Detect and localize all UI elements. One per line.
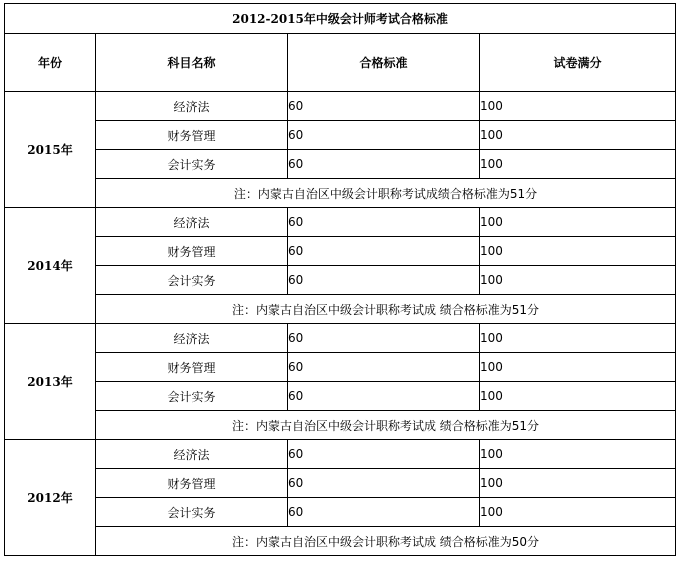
pass-cell: 60 xyxy=(288,469,480,498)
pass-standard-table xyxy=(4,3,676,556)
pass-cell: 60 xyxy=(288,237,480,266)
table-row xyxy=(5,92,676,121)
subject-cell: 会计实务 xyxy=(96,266,288,295)
table-row xyxy=(5,237,676,266)
table-row xyxy=(5,440,676,469)
full-score-cell: 100 xyxy=(480,92,676,121)
full-score-cell: 100 xyxy=(480,498,676,527)
full-score-cell: 100 xyxy=(480,266,676,295)
pass-cell: 60 xyxy=(288,92,480,121)
pass-cell: 60 xyxy=(288,121,480,150)
subject-cell: 财务管理 xyxy=(96,121,288,150)
subject-cell: 经济法 xyxy=(96,324,288,353)
header-pass: 合格标准 xyxy=(288,34,480,92)
full-score-cell: 100 xyxy=(480,469,676,498)
pass-cell: 60 xyxy=(288,382,480,411)
pass-cell: 60 xyxy=(288,440,480,469)
table-row xyxy=(5,469,676,498)
full-score-cell: 100 xyxy=(480,382,676,411)
year-cell: 2012年 xyxy=(5,440,96,556)
header-subject: 科目名称 xyxy=(96,34,288,92)
header-full: 试卷满分 xyxy=(480,34,676,92)
title-row xyxy=(5,4,676,34)
note-text: 注：内蒙古自治区中级会计职称考试成 绩合格标准为51分 xyxy=(96,295,676,324)
full-score-cell: 100 xyxy=(480,237,676,266)
note-row xyxy=(5,527,676,556)
subject-cell: 财务管理 xyxy=(96,469,288,498)
pass-cell: 60 xyxy=(288,324,480,353)
table-row xyxy=(5,382,676,411)
note-row xyxy=(5,411,676,440)
subject-cell: 财务管理 xyxy=(96,353,288,382)
header-year: 年份 xyxy=(5,34,96,92)
table-row xyxy=(5,353,676,382)
note-text: 注：内蒙古自治区中级会计职称考试成 绩合格标准为51分 xyxy=(96,411,676,440)
subject-cell: 会计实务 xyxy=(96,498,288,527)
table-row xyxy=(5,266,676,295)
table-row xyxy=(5,324,676,353)
full-score-cell: 100 xyxy=(480,208,676,237)
pass-cell: 60 xyxy=(288,266,480,295)
note-text: 注：内蒙古自治区中级会计职称考试成 绩合格标准为50分 xyxy=(96,527,676,556)
year-cell: 2015年 xyxy=(5,92,96,208)
full-score-cell: 100 xyxy=(480,121,676,150)
full-score-cell: 100 xyxy=(480,324,676,353)
subject-cell: 财务管理 xyxy=(96,237,288,266)
full-score-cell: 100 xyxy=(480,440,676,469)
pass-cell: 60 xyxy=(288,208,480,237)
table-row xyxy=(5,150,676,179)
year-cell: 2013年 xyxy=(5,324,96,440)
full-score-cell: 100 xyxy=(480,353,676,382)
table-row xyxy=(5,498,676,527)
pass-cell: 60 xyxy=(288,498,480,527)
pass-cell: 60 xyxy=(288,353,480,382)
subject-cell: 经济法 xyxy=(96,440,288,469)
subject-cell: 会计实务 xyxy=(96,382,288,411)
year-cell: 2014年 xyxy=(5,208,96,324)
note-text: 注：内蒙古自治区中级会计职称考试成绩合格标准为51分 xyxy=(96,179,676,208)
table-title: 2012-2015年中级会计师考试合格标准 xyxy=(5,4,676,34)
table-row xyxy=(5,208,676,237)
subject-cell: 会计实务 xyxy=(96,150,288,179)
header-row xyxy=(5,34,676,92)
table-row xyxy=(5,121,676,150)
subject-cell: 经济法 xyxy=(96,92,288,121)
note-row xyxy=(5,179,676,208)
note-row xyxy=(5,295,676,324)
pass-cell: 60 xyxy=(288,150,480,179)
full-score-cell: 100 xyxy=(480,150,676,179)
subject-cell: 经济法 xyxy=(96,208,288,237)
